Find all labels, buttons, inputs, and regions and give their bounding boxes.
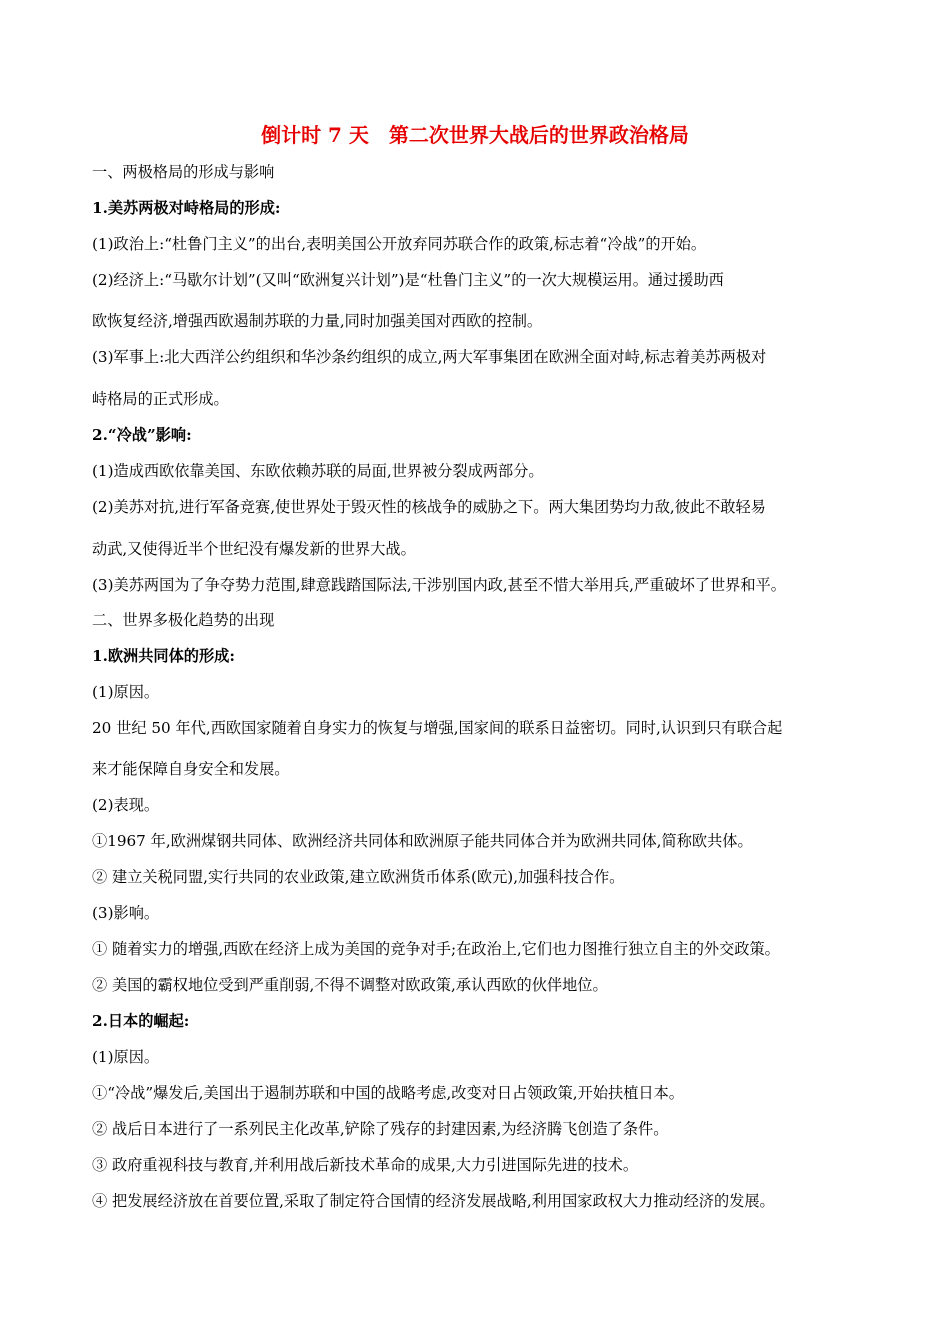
section-heading: 一、两极格局的形成与影响: [92, 163, 275, 181]
paragraph-line: ② 建立关税同盟,实行共同的农业政策,建立欧洲货币体系(欧元),加强科技合作。: [92, 868, 625, 886]
paragraph-line: ③ 政府重视科技与教育,并利用战后新技术革命的成果,大力引进国际先进的技术。: [92, 1156, 639, 1174]
paragraph-line: (3)影响。: [92, 904, 160, 922]
section-heading: 二、世界多极化趋势的出现: [92, 611, 275, 629]
paragraph-line: (3)军事上:北大西洋公约组织和华沙条约组织的成立,两大军事集团在欧洲全面对峙,标志着美苏两极对: [92, 348, 767, 366]
paragraph-line: 欧恢复经济,增强西欧遏制苏联的力量,同时加强美国对西欧的控制。: [92, 312, 543, 330]
paragraph-line: (3)美苏两国为了争夺势力范围,肆意践踏国际法,干涉别国内政,甚至不惜大举用兵,严重破坏了世界和平。: [92, 576, 786, 594]
paragraph-line: (1)原因。: [92, 683, 160, 701]
paragraph-line: 峙格局的正式形成。: [92, 390, 229, 408]
paragraph-line: (2)美苏对抗,进行军备竞赛,使世界处于毁灭性的核战争的威胁之下。两大集团势均力敌,彼此不敢轻易: [92, 498, 766, 516]
paragraph-line: 来才能保障自身安全和发展。: [92, 760, 290, 778]
paragraph-line: (1)原因。: [92, 1048, 160, 1066]
paragraph-line: ①“冷战”爆发后,美国出于遏制苏联和中国的战略考虑,改变对日占领政策,开始扶植日本。: [92, 1084, 684, 1102]
subsection-heading: 2.“冷战”影响:: [92, 426, 192, 444]
document-title: 倒计时 7 天 第二次世界大战后的世界政治格局: [261, 123, 689, 147]
paragraph-line: ② 战后日本进行了一系列民主化改革,铲除了残存的封建因素,为经济腾飞创造了条件。: [92, 1120, 669, 1138]
subsection-heading: 1.欧洲共同体的形成:: [92, 647, 235, 665]
paragraph-line: (1)政治上:“杜鲁门主义”的出台,表明美国公开放弃同苏联合作的政策,标志着“冷战”的开始。: [92, 235, 707, 253]
subsection-heading: 2.日本的崛起:: [92, 1012, 190, 1030]
paragraph-line: ② 美国的霸权地位受到严重削弱,不得不调整对欧政策,承认西欧的伙伴地位。: [92, 976, 608, 994]
paragraph-line: (1)造成西欧依靠美国、东欧依赖苏联的局面,世界被分裂成两部分。: [92, 462, 544, 480]
subsection-heading: 1.美苏两极对峙格局的形成:: [92, 199, 281, 217]
paragraph-line: ① 随着实力的增强,西欧在经济上成为美国的竞争对手;在政治上,它们也力图推行独立自主的外交政策。: [92, 940, 780, 958]
paragraph-line: (2)经济上:“马歇尔计划”(又叫“欧洲复兴计划”)是“杜鲁门主义”的一次大规模运用。通过援助西: [92, 271, 724, 289]
paragraph-line: ①1967 年,欧洲煤钢共同体、欧洲经济共同体和欧洲原子能共同体合并为欧洲共同体,简称欧共体。: [92, 832, 753, 850]
paragraph-line: 动武,又使得近半个世纪没有爆发新的世界大战。: [92, 540, 416, 558]
paragraph-line: ④ 把发展经济放在首要位置,采取了制定符合国情的经济发展战略,利用国家政权大力推动经济的发展。: [92, 1192, 775, 1210]
paragraph-line: (2)表现。: [92, 796, 160, 814]
paragraph-line: 20 世纪 50 年代,西欧国家随着自身实力的恢复与增强,国家间的联系日益密切。同时,认识到只有联合起: [92, 719, 783, 737]
